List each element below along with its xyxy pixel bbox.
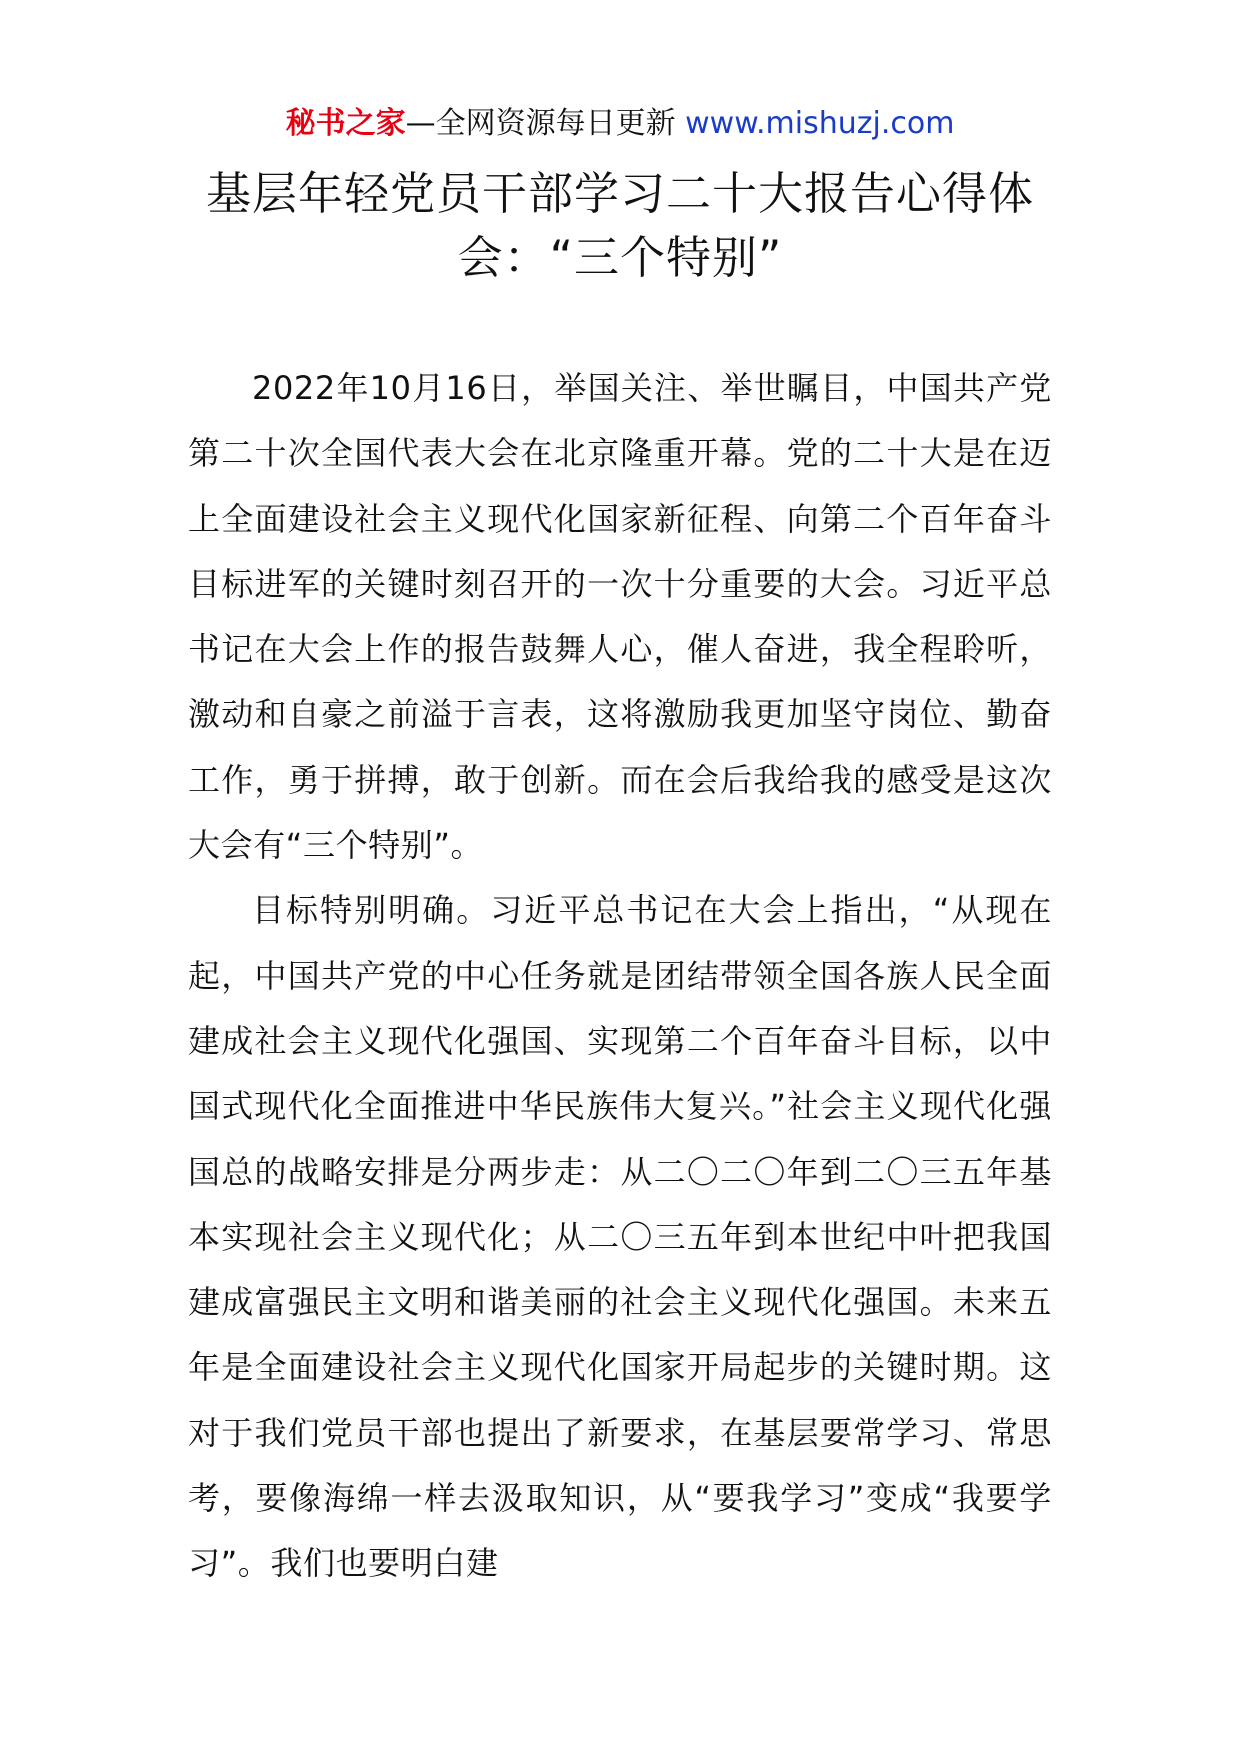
paragraph: 目标特别明确。习近平总书记在大会上指出，“从现在起，中国共产党的中心任务就是团结带领全国各族人民全面建成社会主义现代化强国、实现第二个百年奋斗目标，以中国式现代化全面推进中华民族伟大复兴。”社会主义现代化强国总的战略安排是分两步走：从二〇二〇年到二〇三五年基本实现社会主义现代化；从二〇三五年到本世纪中叶把我国建成富强民主文明和谐美丽的社会主义现代化强国。未来五年是全面建设社会主义现代化国家开局起步的关键时期。这对于我们党员干部也提出了新要求，在基层要常学习、常思考，要像海绵一样去汲取知识，从“要我学习”变成“我要学习”。我们也要明白建: [188, 891, 1052, 1583]
document-body: [188, 356, 1052, 1597]
document-title: [190, 162, 1050, 290]
title-line-2: 会：“三个特别”: [457, 231, 783, 284]
title-line-1: 基层年轻党员干部学习二十大报告心得体: [205, 167, 1034, 220]
paragraph: 2022年10月16日，举国关注、举世瞩目，中国共产党第二十次全国代表大会在北京隆重开幕。党的二十大是在迈上全面建设社会主义现代化国家新征程、向第二个百年奋斗目标进军的关键时刻召开的一次十分重要的大会。习近平总书记在大会上作的报告鼓舞人心，催人奋进，我全程聆听，激动和自豪之前溢于言表，这将激励我更加坚守岗位、勤奋工作，勇于拼搏，敢于创新。而在会后我给我的感受是这次大会有“三个特别”。: [188, 369, 1052, 865]
site-url-link[interactable]: www.mishuzj.com: [685, 106, 955, 141]
header-tagline: —全网资源每日更新: [405, 106, 686, 141]
brand-name: 秘书之家: [285, 106, 406, 141]
site-header: [0, 104, 1240, 144]
